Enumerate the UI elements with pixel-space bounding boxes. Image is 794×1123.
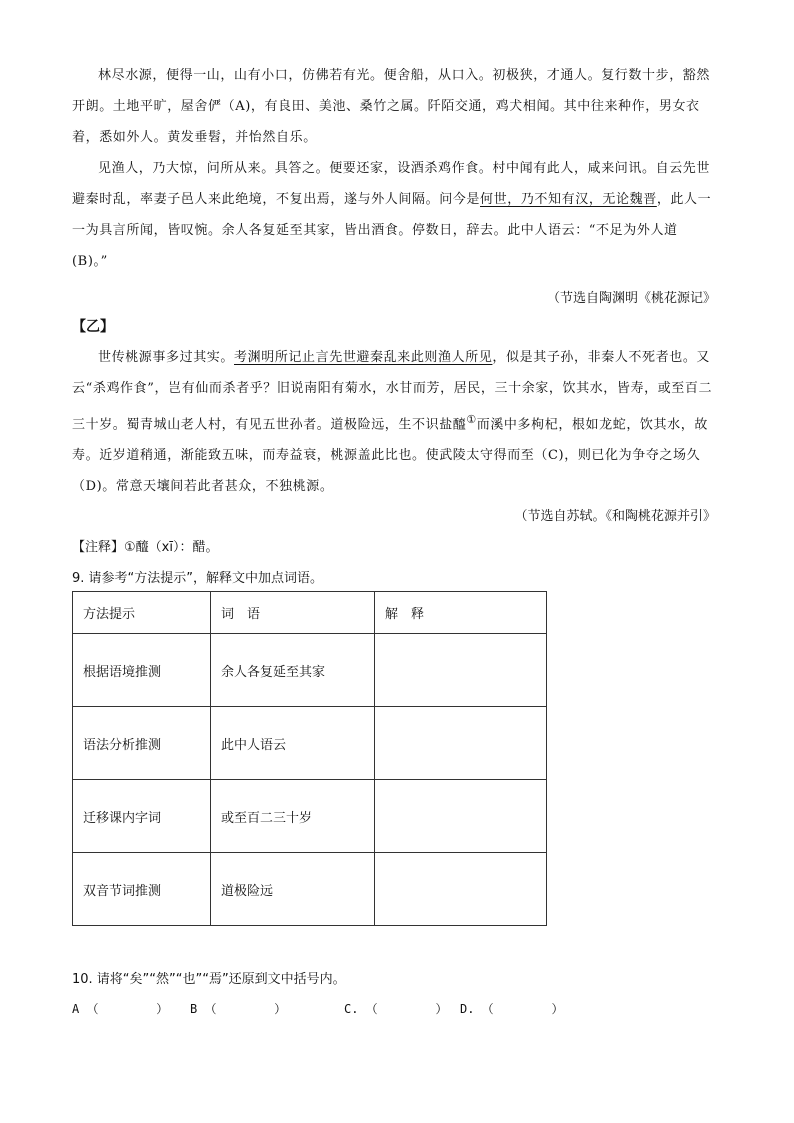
passage-jia-p1: 林尽水源，便得一山，山有小口，仿佛若有光。便舍船，从口入。初极狭，才通人。复行数十步，豁然开朗。土地平旷，屋舍俨（A)，有良田、美池、桑竹之属。阡陌交通，鸡犬相闻。其中往来种作，男女衣着，悉如外人。黄发垂髫，并怡然自乐。	[72, 68, 711, 145]
answer-cell[interactable]	[375, 634, 547, 707]
header-word: 词 语	[211, 592, 375, 634]
passage-yi-p1: 世传桃源事多过其实。考渊明所记止言先世避秦乱来此则渔人所见，似是其子孙，非秦人不死者也。又云“杀鸡作食”，岂有仙而杀者乎？旧说南阳有菊水，水甘而芳，居民，三十余家，饮其水，皆寿，或至百二三十岁。蜀青城山老人村，有见五世孙者。道极险远，生不识盐醯①而溪中多枸杞，根如龙蛇，饮其水，故寿。近岁道稍通，渐能致五味，而寿益衰，桃源盖此比也。使武陵太守得而至（C)，则已化为争夺之场久（D)。常意天壤间若此者甚众，不独桃源。	[72, 350, 713, 495]
table-row	[73, 634, 547, 707]
word-cell: 或至百二三十岁	[211, 780, 375, 853]
section-label-yi: 【乙】	[72, 319, 114, 335]
footnote-marker: ①	[466, 413, 477, 426]
method-table	[72, 591, 547, 926]
blank-a[interactable]: A （ ）	[72, 1002, 169, 1016]
blank-b[interactable]: B （ ）	[190, 1002, 287, 1016]
answer-cell[interactable]	[375, 780, 547, 853]
table-row	[73, 780, 547, 853]
question-10-prompt: 10. 请将“矣”“然”“也”“焉”还原到文中括号内。	[72, 972, 346, 987]
method-cell: 根据语境推测	[73, 634, 211, 707]
source-jia: （节选自陶渊明《桃花源记》	[546, 291, 716, 306]
blank-d[interactable]: D. （ ）	[460, 1002, 564, 1016]
table-header-row	[73, 592, 547, 634]
blank-c[interactable]: C. （ ）	[344, 1002, 448, 1016]
header-answer: 解 释	[375, 592, 547, 634]
answer-cell[interactable]	[375, 707, 547, 780]
underlined-sentence: 考渊明所记止言先世避秦乱来此则渔人所见	[234, 350, 493, 365]
passage-yi	[72, 342, 722, 502]
header-method: 方法提示	[73, 592, 211, 634]
word-cell: 余人各复延至其家	[211, 634, 375, 707]
annotation: 【注释】①醯（xī）：醋。	[72, 540, 219, 555]
method-cell: 语法分析推测	[73, 707, 211, 780]
answer-cell[interactable]	[375, 853, 547, 926]
passage-jia	[72, 60, 722, 277]
underlined-phrase: 何世，乃不知有汉，无论魏晋	[480, 192, 657, 207]
question-9-prompt: 9. 请参考“方法提示”，解释文中加点词语。	[72, 571, 324, 586]
method-cell: 双音节词推测	[73, 853, 211, 926]
table-row	[73, 853, 547, 926]
method-cell: 迁移课内字词	[73, 780, 211, 853]
passage-jia-p2: 见渔人，乃大惊，问所从来。具答之。便要还家，设酒杀鸡作食。村中闻有此人，咸来问讯。自云先世避秦时乱，率妻子邑人来此绝境，不复出焉，遂与外人间隔。问今是何世，乃不知有汉，无论魏晋，此人一一为具言所闻，皆叹惋。余人各复延至其家，皆出酒食。停数日，辞去。此中人语云：“不足为外人道 (B)。”	[72, 161, 712, 269]
word-cell: 此中人语云	[211, 707, 375, 780]
source-yi: （节选自苏轼。《和陶桃花源并引》	[514, 509, 716, 524]
table-row	[73, 707, 547, 780]
word-cell: 道极险远	[211, 853, 375, 926]
